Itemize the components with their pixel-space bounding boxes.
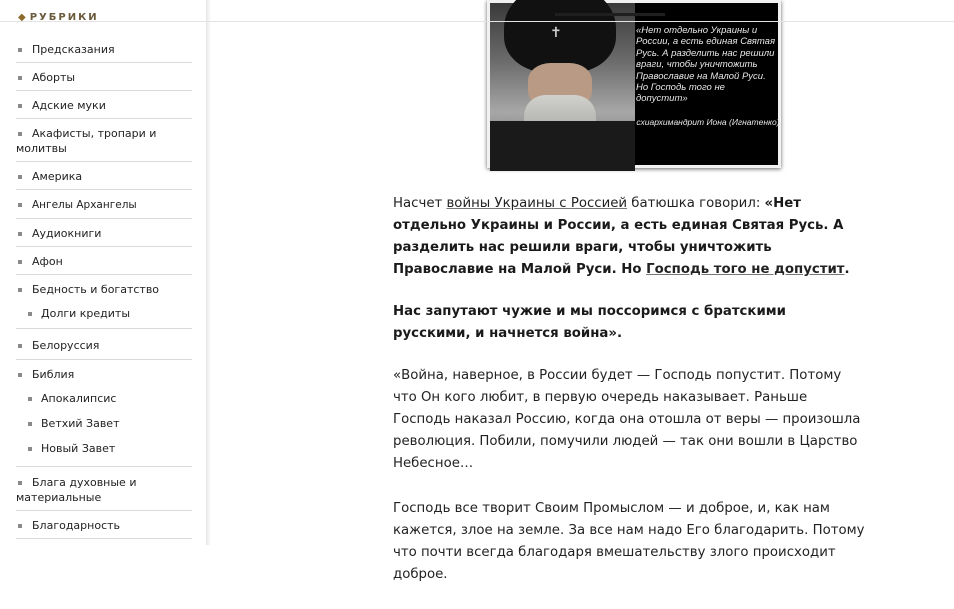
rubrics-heading: ◆ РУБРИКИ — [18, 12, 99, 23]
sidebar-item-label[interactable]: Аудиокниги — [32, 227, 102, 240]
bullet-icon — [18, 48, 22, 52]
sidebar-subitem-new-testament[interactable] — [16, 438, 192, 460]
quote-bold-2: Нас запутают чужие и мы поссоримся с братскими русскими, и начнется война». — [393, 304, 786, 341]
sidebar-item-label[interactable]: Ангелы Архангелы — [32, 199, 137, 211]
bullet-icon — [18, 373, 22, 377]
sidebar-item-label[interactable]: Акафисты, тропари и молитвы — [16, 127, 157, 155]
sidebar-item-predictions[interactable] — [16, 35, 192, 63]
bullet-icon — [18, 232, 22, 236]
link-war-ukraine-russia[interactable]: войны Украины с Россией — [446, 196, 628, 211]
article-body — [393, 193, 868, 609]
robe — [490, 121, 635, 171]
sidebar-item-akathists[interactable] — [16, 119, 192, 162]
photo-quote: «Нет отдельно Украины и России, а есть единая Святая Русь. А разделить нас решили враги, чтобы уничтожить Православие на Малой Руси. Но Господь того не допустит» — [636, 25, 776, 105]
bullet-icon — [28, 397, 32, 401]
article-photo — [487, 0, 781, 168]
sidebar-subitem-label[interactable]: Ветхий Завет — [41, 417, 120, 430]
bullet-icon — [18, 76, 22, 80]
bullet-icon — [28, 422, 32, 426]
bullet-icon — [18, 344, 22, 348]
sidebar-item-label[interactable]: Америка — [32, 170, 83, 183]
sidebar-subitem-old-testament[interactable] — [16, 413, 192, 438]
sidebar-item-poverty[interactable] — [16, 275, 192, 329]
sidebar-item-bible[interactable] — [16, 360, 192, 467]
sidebar-item-blessings[interactable] — [16, 467, 192, 511]
bullet-icon — [18, 104, 22, 108]
sidebar-item-label[interactable]: Библия — [32, 368, 75, 381]
sidebar-item-athos[interactable] — [16, 247, 192, 275]
sidebar-item-belarus[interactable] — [16, 329, 192, 360]
cross-icon: ✝ — [550, 25, 562, 41]
sidebar — [0, 0, 208, 545]
sidebar-item-label[interactable]: Предсказания — [32, 43, 115, 56]
quote-bold: «Нет отдельно Украины и России, а есть единая Святая Русь. А разделить нас решили враги, чтобы уничтожить Православие на Малой Руси. Но Господь того не допустит. — [393, 196, 850, 277]
bullet-icon — [28, 447, 32, 451]
sidebar-shadow — [206, 0, 211, 545]
sidebar-item-abortions[interactable] — [16, 63, 192, 91]
sidebar-item-label[interactable]: Благодарность — [32, 519, 121, 532]
sidebar-item-gratitude[interactable] — [16, 511, 192, 539]
sidebar-subitem-label[interactable]: Апокалипсис — [41, 392, 117, 405]
bullet-icon — [18, 175, 22, 179]
monk-portrait — [490, 3, 635, 171]
sidebar-subitem-label[interactable]: Долги кредиты — [41, 307, 131, 320]
sidebar-item-label[interactable]: Афон — [32, 255, 63, 268]
bullet-icon — [18, 524, 22, 528]
sidebar-item-america[interactable] — [16, 162, 192, 190]
bullet-icon — [18, 481, 22, 485]
bullet-icon — [18, 203, 22, 207]
article-paragraph-1: Насчет войны Украины с Россией батюшка говорил: «Нет отдельно Украины и России, а есть единая Святая Русь. А разделить нас решили враги, чтобы уничтожить Православие на Малой Руси. Но Господь того не допустит. — [393, 196, 850, 277]
rubrics-menu — [0, 35, 192, 539]
sidebar-item-angels[interactable] — [16, 190, 192, 219]
sidebar-item-audiobooks[interactable] — [16, 219, 192, 247]
sidebar-item-label[interactable]: Аборты — [32, 71, 76, 84]
bullet-icon — [18, 288, 22, 292]
bullet-icon — [18, 132, 22, 136]
sidebar-subitem-apocalypse[interactable] — [16, 388, 192, 413]
sidebar-subitem-debts[interactable] — [16, 303, 192, 325]
article-paragraph-4: Господь все творит Своим Промыслом — и доброе, и, как нам кажется, злое на земле. За все нам надо Его благодарить. Потому что почти всегда благодаря вмешательству злого происходит доброе. — [393, 501, 865, 582]
sidebar-item-hell[interactable] — [16, 91, 192, 119]
sidebar-item-label[interactable]: Белоруссия — [32, 339, 100, 352]
bullet-icon — [18, 260, 22, 264]
article-paragraph-3: «Война, наверное, в России будет — Господь попустит. Потому что Он кого любит, в первую очередь наказывает. Раньше Господь наказал Россию, когда она отошла от веры — произошла революция. Побили, помучили людей — так они вошли в Царство Небесное… — [393, 368, 861, 471]
bullet-icon — [28, 312, 32, 316]
photo-author: схиархимандрит Иона (Игнатенко) — [636, 117, 780, 127]
diamond-icon: ◆ — [18, 12, 28, 23]
sidebar-subitem-label[interactable]: Новый Завет — [41, 442, 116, 455]
sidebar-item-label[interactable]: Бедность и богатство — [32, 283, 160, 296]
sidebar-item-label[interactable]: Адские муки — [32, 99, 106, 112]
sidebar-item-label[interactable]: Блага духовные и материальные — [16, 476, 137, 504]
link-lord-will-not-allow[interactable]: Господь того не допустит — [646, 262, 845, 277]
article-paragraph-2 — [393, 301, 868, 345]
